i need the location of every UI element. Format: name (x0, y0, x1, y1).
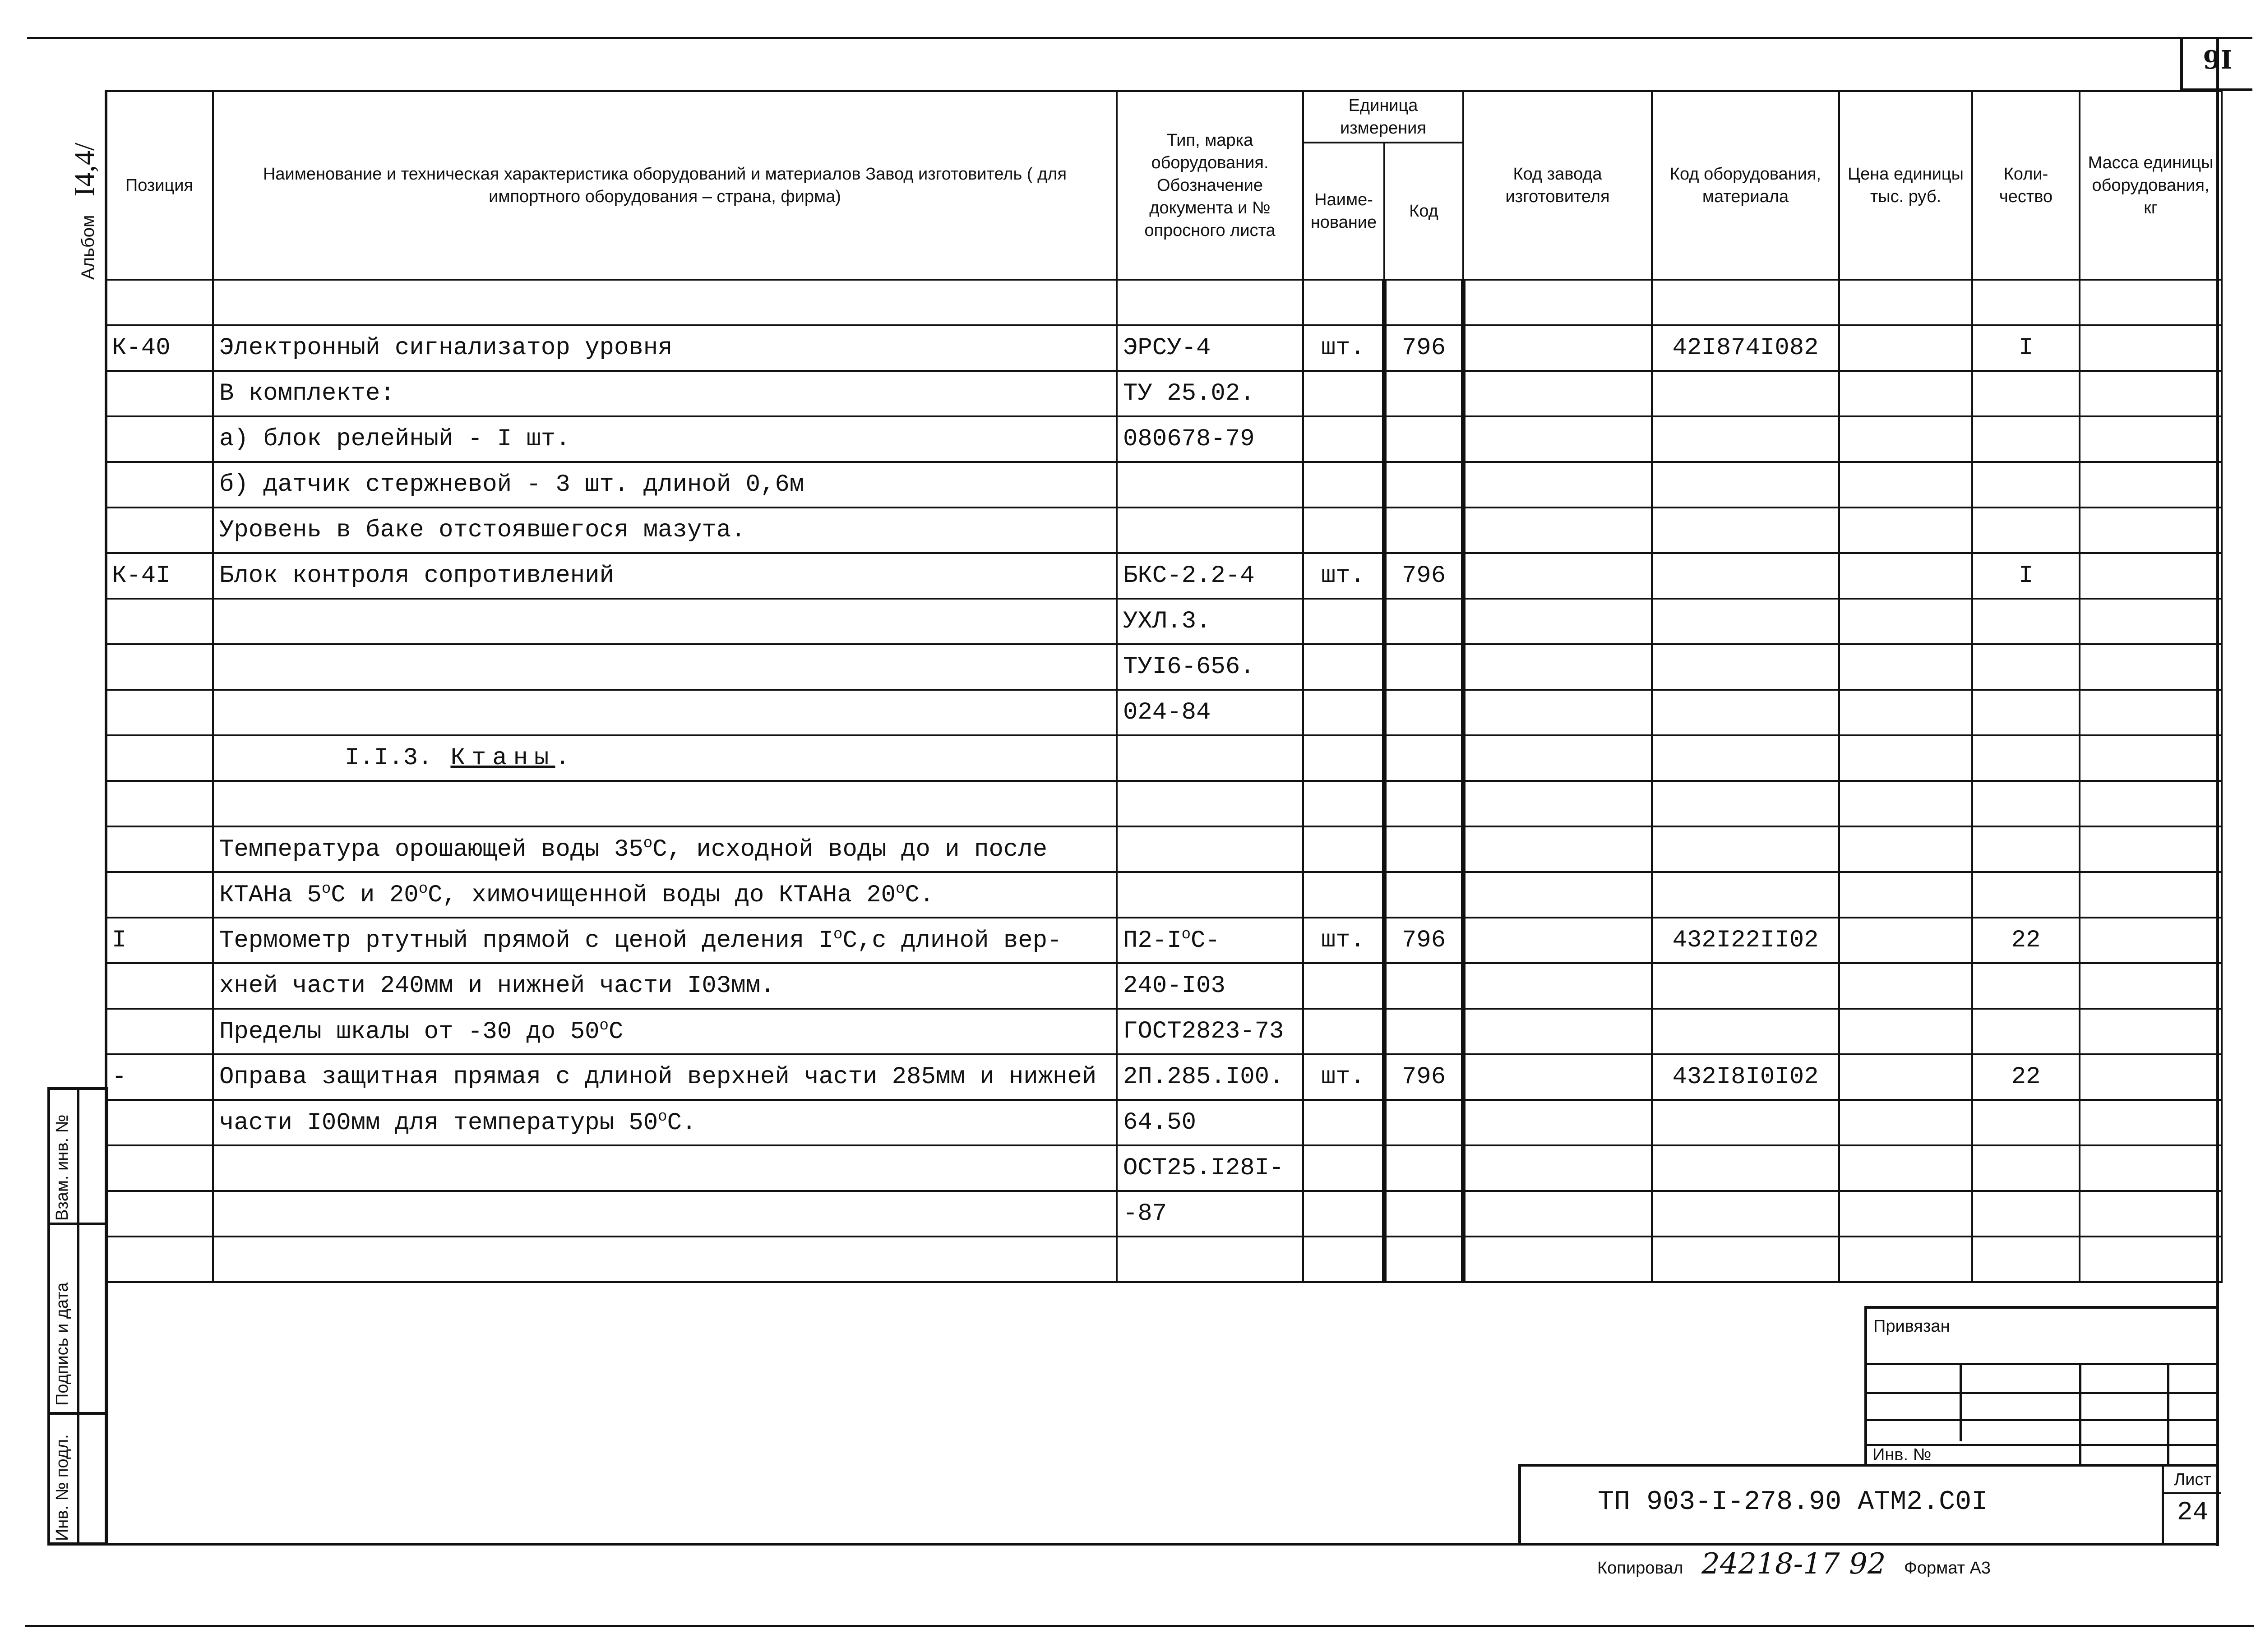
row-type: ТУ 25.02. (1117, 371, 1303, 416)
row-unit-name (1303, 462, 1384, 508)
row-unit-code (1384, 1009, 1463, 1054)
row-qty (1972, 963, 2080, 1009)
row-qty (1972, 781, 2080, 826)
row-qty (1972, 1145, 2080, 1191)
row-type (1117, 735, 1303, 781)
header-position: Позиция (106, 91, 213, 280)
row-type: 080678-79 (1117, 416, 1303, 462)
album-label (68, 90, 104, 280)
row-unit-name (1303, 781, 1384, 826)
row-type (1117, 872, 1303, 918)
row-equip-code (1652, 826, 1839, 872)
row-unit-code: 796 (1384, 325, 1463, 371)
row-position (106, 599, 213, 644)
row-price (1839, 826, 1972, 872)
row-price (1839, 371, 1972, 416)
row-name (213, 280, 1117, 325)
row-qty (1972, 1237, 2080, 1282)
row-position (106, 826, 213, 872)
row-plant-code (1463, 781, 1652, 826)
row-name: КТАНа 5$^o$С и 20$^o$С, химочищенной воды до КТАНа 20$^o$С. (213, 872, 1117, 918)
header-type: Тип, марка оборудования. Обозначение документа и № опросного листа (1117, 91, 1303, 280)
row-position (106, 416, 213, 462)
row-plant-code (1463, 735, 1652, 781)
sheet-cell (2162, 1467, 2221, 1545)
bound-block (1864, 1306, 2219, 1464)
inv-label: Инв. № (1872, 1445, 1932, 1464)
table-row (106, 1009, 2222, 1054)
row-plant-code (1463, 1100, 1652, 1145)
table-row (106, 462, 2222, 508)
row-equip-code (1652, 508, 1839, 553)
row-unit-name (1303, 690, 1384, 735)
row-qty (1972, 280, 2080, 325)
row-name: В комплекте: (213, 371, 1117, 416)
row-mass (2080, 1237, 2222, 1282)
row-unit-code (1384, 644, 1463, 690)
row-price (1839, 963, 1972, 1009)
row-price (1839, 781, 1972, 826)
row-name (213, 781, 1117, 826)
row-equip-code (1652, 416, 1839, 462)
row-unit-code (1384, 599, 1463, 644)
row-mass (2080, 553, 2222, 599)
row-plant-code (1463, 963, 1652, 1009)
row-name (213, 735, 1117, 781)
row-position (106, 872, 213, 918)
header-unit-code: Код (1384, 143, 1463, 280)
row-price (1839, 735, 1972, 781)
row-unit-name: шт. (1303, 1054, 1384, 1100)
table-row (106, 918, 2222, 963)
row-qty (1972, 416, 2080, 462)
row-plant-code (1463, 1145, 1652, 1191)
row-equip-code (1652, 1145, 1839, 1191)
row-name: Температура орошающей воды 35$^o$С, исходной воды до и после (213, 826, 1117, 872)
row-unit-name (1303, 963, 1384, 1009)
row-position (106, 371, 213, 416)
table-row (106, 781, 2222, 826)
row-unit-code (1384, 1191, 1463, 1237)
format-label: Формат А3 (1904, 1559, 1991, 1578)
row-position (106, 1237, 213, 1282)
row-position: К-40 (106, 325, 213, 371)
row-name: а) блок релейный - I шт. (213, 416, 1117, 462)
row-plant-code (1463, 1054, 1652, 1100)
row-equip-code (1652, 1009, 1839, 1054)
row-plant-code (1463, 644, 1652, 690)
row-qty (1972, 1100, 2080, 1145)
section-title: Ктаны (450, 744, 555, 772)
row-unit-code (1384, 690, 1463, 735)
table-row (106, 371, 2222, 416)
row-unit-name: шт. (1303, 918, 1384, 963)
row-plant-code (1463, 462, 1652, 508)
table-row (106, 1191, 2222, 1237)
row-mass (2080, 508, 2222, 553)
handwritten-number: 24218-17 92 (1701, 1547, 1886, 1581)
row-name (213, 644, 1117, 690)
row-price (1839, 416, 1972, 462)
row-mass (2080, 1100, 2222, 1145)
row-price (1839, 1100, 1972, 1145)
header-unit-name: Наиме- нование (1303, 143, 1384, 280)
row-equip-code (1652, 644, 1839, 690)
row-type (1117, 462, 1303, 508)
table-row (106, 1145, 2222, 1191)
row-name (213, 1237, 1117, 1282)
album-label-text: Альбом (78, 215, 98, 280)
row-unit-code (1384, 1100, 1463, 1145)
row-equip-code: 42I874I082 (1652, 325, 1839, 371)
row-unit-code (1384, 1145, 1463, 1191)
row-unit-code (1384, 1237, 1463, 1282)
header-qty: Коли- чество (1972, 91, 2080, 280)
row-name: Электронный сигнализатор уровня (213, 325, 1117, 371)
row-mass (2080, 1054, 2222, 1100)
row-plant-code (1463, 325, 1652, 371)
row-unit-name (1303, 872, 1384, 918)
row-qty (1972, 371, 2080, 416)
row-price (1839, 280, 1972, 325)
row-type: 64.50 (1117, 1100, 1303, 1145)
row-price (1839, 1054, 1972, 1100)
row-mass (2080, 462, 2222, 508)
row-type: ЭРСУ-4 (1117, 325, 1303, 371)
row-name (213, 1145, 1117, 1191)
row-price (1839, 918, 1972, 963)
row-name: Термометр ртутный прямой с ценой деления $I^oС,с$ длиной вер- (213, 918, 1117, 963)
row-position (106, 781, 213, 826)
row-equip-code (1652, 690, 1839, 735)
row-position (106, 690, 213, 735)
section-suffix: . (555, 744, 570, 772)
row-qty (1972, 826, 2080, 872)
row-plant-code (1463, 416, 1652, 462)
row-price (1839, 599, 1972, 644)
row-unit-code (1384, 280, 1463, 325)
row-price (1839, 462, 1972, 508)
row-equip-code (1652, 599, 1839, 644)
table-row (106, 416, 2222, 462)
row-type (1117, 280, 1303, 325)
table-row (106, 325, 2222, 371)
row-mass (2080, 826, 2222, 872)
row-name (213, 690, 1117, 735)
stamp-label-replace: Взам. инв. № (53, 1114, 72, 1221)
page-number: 9I (2203, 45, 2233, 75)
row-name: Оправа защитная прямая с длиной верхней части 285мм и нижней (213, 1054, 1117, 1100)
row-unit-name (1303, 1237, 1384, 1282)
row-unit-name (1303, 644, 1384, 690)
row-qty (1972, 462, 2080, 508)
row-position (106, 1191, 213, 1237)
row-position: - (106, 1054, 213, 1100)
row-plant-code (1463, 872, 1652, 918)
row-equip-code: 432I22II02 (1652, 918, 1839, 963)
row-plant-code (1463, 1237, 1652, 1282)
row-type: БКС-2.2-4 (1117, 553, 1303, 599)
row-position (106, 963, 213, 1009)
row-unit-name (1303, 1145, 1384, 1191)
row-qty (1972, 690, 2080, 735)
row-plant-code (1463, 918, 1652, 963)
row-price (1839, 1145, 1972, 1191)
row-price (1839, 1191, 1972, 1237)
row-type: 240-I03 (1117, 963, 1303, 1009)
row-unit-name (1303, 416, 1384, 462)
row-equip-code (1652, 872, 1839, 918)
row-qty (1972, 508, 2080, 553)
row-price (1839, 508, 1972, 553)
row-equip-code: 432I8I0I02 (1652, 1054, 1839, 1100)
row-name: б) датчик стержневой - 3 шт. длиной 0,6м (213, 462, 1117, 508)
row-type: -87 (1117, 1191, 1303, 1237)
row-mass (2080, 872, 2222, 918)
row-unit-name (1303, 1100, 1384, 1145)
row-type: УХЛ.3. (1117, 599, 1303, 644)
table-row (106, 508, 2222, 553)
row-equip-code (1652, 1191, 1839, 1237)
row-mass (2080, 1145, 2222, 1191)
footer (1597, 1547, 1991, 1581)
row-mass (2080, 599, 2222, 644)
stamp-cell-signature (50, 1225, 106, 1415)
row-unit-name (1303, 599, 1384, 644)
copied-label: Копировал (1597, 1559, 1683, 1578)
header-name: Наименование и техническая характеристика оборудований и материалов Завод изготовитель ( для импортного оборудования – страна, фирма) (213, 91, 1117, 280)
row-type: ТУI6-656. (1117, 644, 1303, 690)
row-unit-code (1384, 462, 1463, 508)
stamp-label-signature: Подпись и дата (53, 1282, 72, 1406)
row-position (106, 735, 213, 781)
row-qty (1972, 735, 2080, 781)
row-unit-code (1384, 963, 1463, 1009)
row-mass (2080, 1009, 2222, 1054)
row-name: хней части 240мм и нижней части I03мм. (213, 963, 1117, 1009)
row-mass (2080, 416, 2222, 462)
row-name: части I00мм для температуры 50$^o$С. (213, 1100, 1117, 1145)
row-unit-name: шт. (1303, 325, 1384, 371)
row-unit-code (1384, 872, 1463, 918)
row-mass (2080, 781, 2222, 826)
row-mass (2080, 918, 2222, 963)
album-number: I4,4/ (68, 143, 100, 197)
row-unit-name (1303, 371, 1384, 416)
row-plant-code (1463, 1191, 1652, 1237)
row-mass (2080, 644, 2222, 690)
table-row (106, 1237, 2222, 1282)
row-unit-name (1303, 280, 1384, 325)
stamp-cell-inventory (50, 1415, 106, 1542)
row-equip-code (1652, 280, 1839, 325)
row-position: К-4I (106, 553, 213, 599)
row-type (1117, 508, 1303, 553)
row-mass (2080, 963, 2222, 1009)
row-price (1839, 872, 1972, 918)
row-qty (1972, 599, 2080, 644)
table-row (106, 599, 2222, 644)
row-name: Блок контроля сопротивлений (213, 553, 1117, 599)
row-qty: I (1972, 325, 2080, 371)
table-row (106, 1100, 2222, 1145)
row-position (106, 508, 213, 553)
row-unit-name (1303, 1191, 1384, 1237)
row-price (1839, 1009, 1972, 1054)
row-unit-code: 796 (1384, 553, 1463, 599)
row-unit-name (1303, 735, 1384, 781)
row-position (106, 1009, 213, 1054)
table-row (106, 690, 2222, 735)
table-row (106, 735, 2222, 781)
row-plant-code (1463, 508, 1652, 553)
row-name: Пределы шкалы от -30 до 50$^o$С (213, 1009, 1117, 1054)
row-qty (1972, 872, 2080, 918)
row-plant-code (1463, 1009, 1652, 1054)
row-type: $П2-I^oС-$ (1117, 918, 1303, 963)
row-qty: 22 (1972, 1054, 2080, 1100)
header-price: Цена единицы тыс. руб. (1839, 91, 1972, 280)
row-type: ГОСТ2823-73 (1117, 1009, 1303, 1054)
row-plant-code (1463, 826, 1652, 872)
row-position (106, 1145, 213, 1191)
row-equip-code (1652, 735, 1839, 781)
row-unit-code (1384, 826, 1463, 872)
row-unit-code (1384, 416, 1463, 462)
row-position: I (106, 918, 213, 963)
row-equip-code (1652, 1100, 1839, 1145)
row-price (1839, 325, 1972, 371)
row-unit-code: 796 (1384, 918, 1463, 963)
row-equip-code (1652, 553, 1839, 599)
row-mass (2080, 1191, 2222, 1237)
row-price (1839, 553, 1972, 599)
row-type (1117, 826, 1303, 872)
row-price (1839, 644, 1972, 690)
row-mass (2080, 325, 2222, 371)
row-plant-code (1463, 690, 1652, 735)
row-name (213, 599, 1117, 644)
row-unit-name (1303, 826, 1384, 872)
row-equip-code (1652, 371, 1839, 416)
row-position (106, 644, 213, 690)
specification-table (105, 90, 2223, 1283)
row-mass (2080, 371, 2222, 416)
frame-top-line (27, 37, 2252, 39)
row-equip-code (1652, 462, 1839, 508)
row-name (213, 1191, 1117, 1237)
row-qty (1972, 644, 2080, 690)
row-qty: I (1972, 553, 2080, 599)
row-qty (1972, 1191, 2080, 1237)
row-unit-code (1384, 735, 1463, 781)
title-block (1518, 1464, 2219, 1545)
row-type: 2П.285.I00. (1117, 1054, 1303, 1100)
bound-label: Привязан (1873, 1317, 1950, 1336)
row-type: ОСТ25.I28I- (1117, 1145, 1303, 1191)
table-row (106, 280, 2222, 325)
bottom-line (25, 1625, 2254, 1627)
stamp-cell-replace (50, 1090, 106, 1225)
sheet-number: 24 (2177, 1498, 2209, 1527)
header-equip-code: Код оборудования, материала (1652, 91, 1839, 280)
row-unit-name (1303, 508, 1384, 553)
row-mass (2080, 690, 2222, 735)
header-plant-code: Код завода изготовителя (1463, 91, 1652, 280)
row-qty (1972, 1009, 2080, 1054)
header-unit-group: Единица измерения (1303, 91, 1463, 143)
row-position (106, 1100, 213, 1145)
row-unit-code: 796 (1384, 1054, 1463, 1100)
row-unit-code (1384, 781, 1463, 826)
row-unit-name (1303, 1009, 1384, 1054)
table-row (106, 553, 2222, 599)
row-equip-code (1652, 963, 1839, 1009)
page-number-box (2180, 37, 2252, 91)
row-mass (2080, 735, 2222, 781)
row-price (1839, 1237, 1972, 1282)
row-type (1117, 1237, 1303, 1282)
row-unit-name: шт. (1303, 553, 1384, 599)
side-stamp-strip (47, 1087, 108, 1545)
row-position (106, 462, 213, 508)
table-row (106, 963, 2222, 1009)
row-plant-code (1463, 599, 1652, 644)
section-number: I.I.3. (345, 744, 433, 772)
table-row (106, 1054, 2222, 1100)
row-mass (2080, 280, 2222, 325)
row-equip-code (1652, 781, 1839, 826)
document-code: ТП 903-I-278.90 АТМ2.С0I (1598, 1487, 1988, 1518)
row-price (1839, 690, 1972, 735)
row-name: Уровень в баке отстоявшегося мазута. (213, 508, 1117, 553)
row-type (1117, 781, 1303, 826)
row-unit-code (1384, 371, 1463, 416)
row-position (106, 280, 213, 325)
row-plant-code (1463, 553, 1652, 599)
specification-body (106, 280, 2222, 1282)
table-row (106, 872, 2222, 918)
row-type: 024-84 (1117, 690, 1303, 735)
row-unit-code (1384, 508, 1463, 553)
row-plant-code (1463, 371, 1652, 416)
row-qty: 22 (1972, 918, 2080, 963)
row-plant-code (1463, 280, 1652, 325)
row-equip-code (1652, 1237, 1839, 1282)
table-row (106, 644, 2222, 690)
stamp-label-inventory: Инв. № подл. (53, 1434, 72, 1541)
table-row (106, 826, 2222, 872)
sheet-label: Лист (2164, 1470, 2221, 1494)
header-mass: Масса единицы оборудования, кг (2080, 91, 2222, 280)
